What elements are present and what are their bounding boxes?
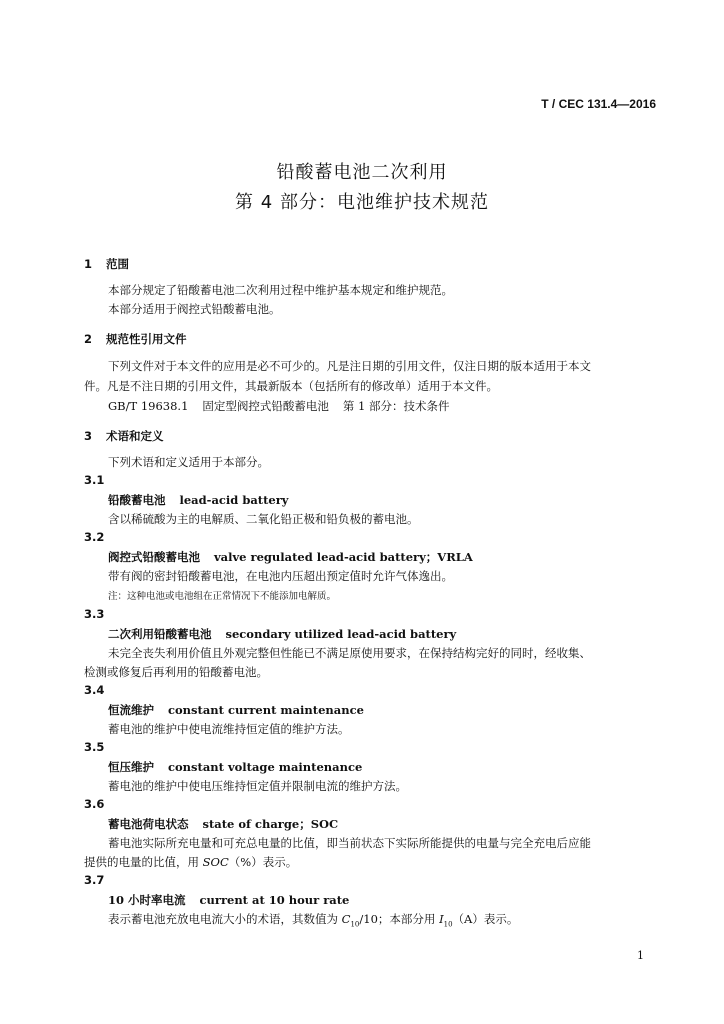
- section-title: 范围: [106, 257, 130, 271]
- section-title: 术语和定义: [106, 429, 164, 443]
- text: 表示蓄电池充放电电流大小的术语，其数值为: [108, 912, 342, 926]
- section-number: 1: [84, 257, 93, 271]
- term-definition: 蓄电池的维护中使电压维持恒定值并限制电流的维护方法。: [108, 779, 407, 793]
- subscript: 10: [443, 920, 453, 929]
- text: （%）表示。: [228, 855, 298, 869]
- reference-part: 第 1 部分：技术条件: [342, 399, 450, 413]
- normative-reference: [108, 398, 450, 414]
- term-definition: 检测或修复后再利用的铅酸蓄电池。: [84, 665, 268, 679]
- term-zh: 恒压维护: [108, 760, 154, 774]
- paragraph: 件。凡是不注日期的引用文件，其最新版本（包括所有的修改单）适用于本文件。: [84, 379, 498, 393]
- page-number: 1: [637, 949, 644, 962]
- term-number: 3.7: [84, 873, 105, 887]
- section-1-heading: [84, 256, 129, 272]
- reference-code: GB/T 19638.1: [108, 399, 189, 413]
- symbol-soc: SOC: [202, 855, 229, 869]
- term-number: 3.4: [84, 683, 105, 697]
- term-zh: 铅酸蓄电池: [108, 493, 166, 507]
- term-title: [108, 816, 338, 832]
- term-title: [108, 549, 473, 565]
- term-zh: 蓄电池荷电状态: [108, 817, 189, 831]
- paragraph: 本部分规定了铅酸蓄电池二次利用过程中维护基本规定和维护规范。: [108, 283, 453, 297]
- section-2-heading: [84, 331, 187, 347]
- symbol-i: I: [439, 912, 444, 926]
- document-title: 铅酸蓄电池二次利用: [276, 162, 448, 183]
- document-subtitle: 第 4 部分：电池维护技术规范: [235, 192, 489, 213]
- term-number: 3.2: [84, 530, 105, 544]
- term-title: [108, 759, 362, 775]
- term-en: state of charge；SOC: [202, 817, 339, 831]
- term-definition: [108, 911, 518, 928]
- text: （A）表示。: [452, 912, 519, 926]
- term-definition: 蓄电池实际所充电量和可充总电量的比值，即当前状态下实际所能提供的电量与完全充电后应能: [108, 836, 591, 850]
- term-title: [108, 492, 289, 508]
- paragraph: 下列文件对于本文件的应用是必不可少的。凡是注日期的引用文件，仅注日期的版本适用于本文: [108, 359, 591, 373]
- term-definition: 带有阀的密封铅酸蓄电池，在电池内压超出预定值时允许气体逸出。: [108, 569, 453, 583]
- subscript: 10: [350, 920, 360, 929]
- section-3-heading: [84, 428, 164, 444]
- term-zh: 阀控式铅酸蓄电池: [108, 550, 200, 564]
- term-en: secondary utilized lead-acid battery: [225, 627, 457, 641]
- term-number: 3.3: [84, 607, 105, 621]
- term-title: [108, 626, 456, 642]
- section-number: 2: [84, 332, 93, 346]
- term-en: valve regulated lead-acid battery；VRLA: [214, 550, 473, 564]
- term-definition: 蓄电池的维护中使电流维持恒定值的维护方法。: [108, 722, 350, 736]
- term-zh: 恒流维护: [108, 703, 154, 717]
- symbol-c: C: [341, 912, 351, 926]
- reference-title: 固定型阀控式铅酸蓄电池: [202, 399, 329, 413]
- term-number: 3.1: [84, 473, 105, 487]
- term-zh: 10 小时率电流: [108, 893, 186, 907]
- term-definition: 未完全丧失利用价值且外观完整但性能已不满足原使用要求，在保持结构完好的同时，经收集、: [108, 646, 591, 660]
- term-definition: 含以稀硫酸为主的电解质、二氧化铅正极和铅负极的蓄电池。: [108, 512, 419, 526]
- term-number: 3.6: [84, 797, 105, 811]
- paragraph: 本部分适用于阀控式铅酸蓄电池。: [108, 302, 281, 316]
- term-en: lead-acid battery: [179, 493, 289, 507]
- term-en: current at 10 hour rate: [199, 893, 350, 907]
- standard-code: T / CEC 131.4—2016: [541, 97, 656, 111]
- term-note: 注：这种电池或电池组在正常情况下不能添加电解质。: [108, 591, 337, 602]
- term-definition: [84, 854, 297, 870]
- section-title: 规范性引用文件: [106, 332, 187, 346]
- paragraph: 下列术语和定义适用于本部分。: [108, 455, 269, 469]
- term-title: [108, 702, 364, 718]
- text: 提供的电量的比值，用: [84, 855, 203, 869]
- term-zh: 二次利用铅酸蓄电池: [108, 627, 212, 641]
- term-en: constant current maintenance: [168, 703, 364, 717]
- term-title: [108, 892, 349, 908]
- term-en: constant voltage maintenance: [168, 760, 363, 774]
- term-number: 3.5: [84, 740, 105, 754]
- section-number: 3: [84, 429, 93, 443]
- text: /10；本部分用: [359, 912, 440, 926]
